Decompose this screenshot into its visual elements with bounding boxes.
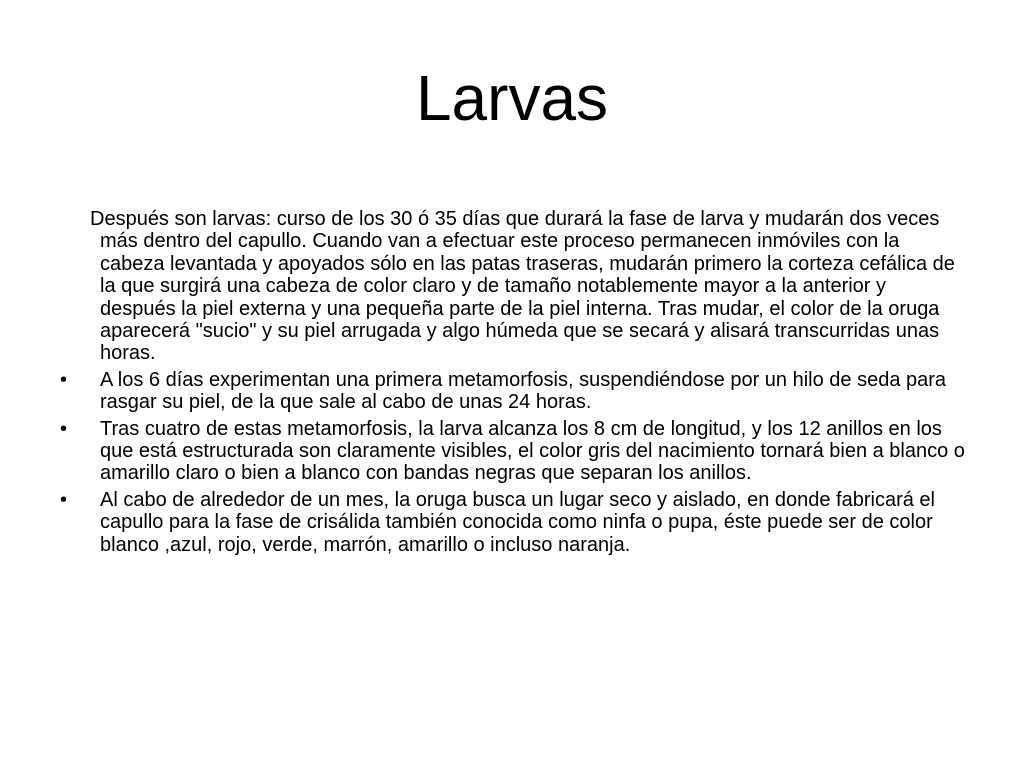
slide-title: Larvas bbox=[415, 62, 609, 134]
bullet-text: Tras cuatro de estas metamorfosis, la larva alcanza los 8 cm de longitud, y los 12 anillos en los que está estructurada son claramente visibles, el color gris del nacimiento tornará bien a blanco o amarillo claro o bien a blanco con bandas negras que separan los anillos. bbox=[100, 417, 965, 485]
bullet-item bbox=[56, 489, 966, 556]
bullet-item bbox=[56, 369, 966, 414]
bullet-text: Al cabo de alrededor de un mes, la oruga busca un lugar seco y aislado, en donde fabricará el capullo para la fase de crisálida también conocida como ninfa o pupa, éste puede ser de color blanco ,azul, rojo, verde, marrón, amarillo o incluso naranja. bbox=[100, 488, 935, 556]
slide-body bbox=[56, 208, 966, 556]
bullet-icon: • bbox=[60, 368, 68, 391]
bullet-icon: • bbox=[60, 488, 68, 511]
bullet-text: A los 6 días experimentan una primera metamorfosis, suspendiéndose por un hilo de seda para rasgar su piel, de la que sale al cabo de unas 24 horas. bbox=[100, 368, 947, 414]
intro-paragraph: Después son larvas: curso de los 30 ó 35 días que durará la fase de larva y mudarán dos veces más dentro del capullo. Cuando van a efectuar este proceso permanecen inmóviles con la cabeza levantada y apoyados sólo en las patas traseras, mudarán primero la corteza cefálica de la que surgirá una cabeza de color claro y de tamaño notablemente mayor a la anterior y después la piel externa y una pequeña parte de la piel interna. Tras mudar, el color de la oruga aparecerá "sucio" y su piel arrugada y algo húmeda que se secará y alisará transcurridas unas horas. bbox=[90, 208, 955, 365]
bullet-icon: • bbox=[60, 417, 68, 440]
bullet-item bbox=[56, 418, 966, 485]
